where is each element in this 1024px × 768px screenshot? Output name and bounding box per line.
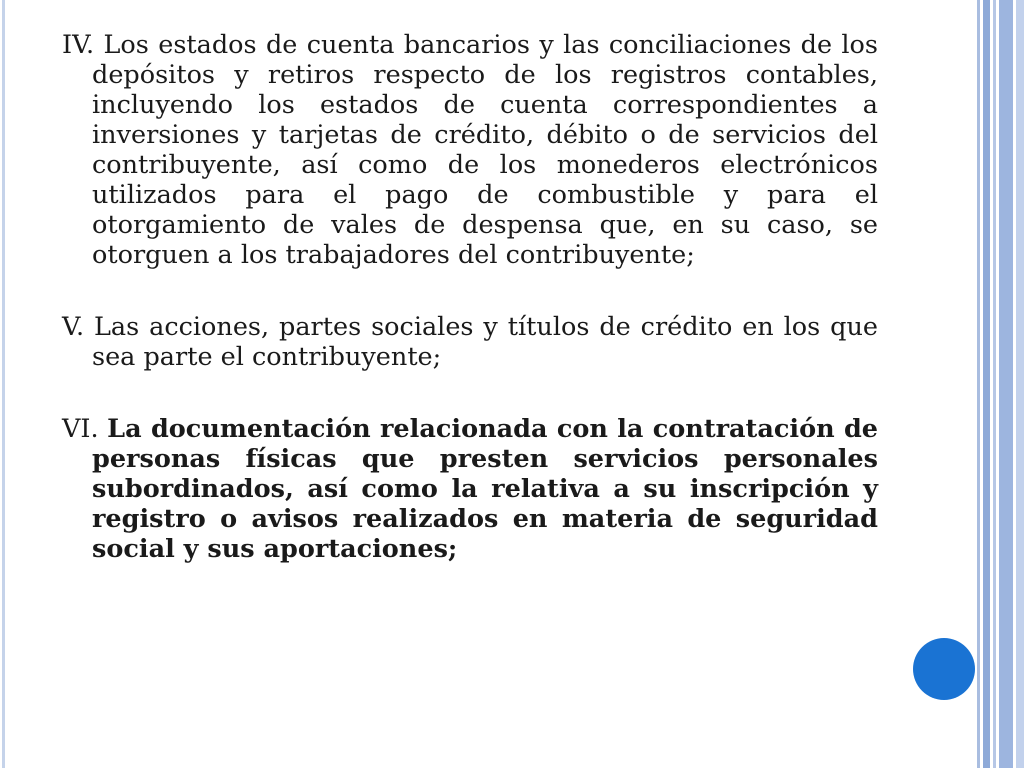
right-stripe-decoration (999, 0, 1013, 768)
paragraph-numeral: IV. (62, 30, 95, 60)
paragraph-numeral: VI. (62, 414, 99, 444)
paragraph-vi (62, 414, 878, 564)
right-stripe-decoration (983, 0, 990, 768)
slide-body (62, 30, 878, 606)
paragraph-text: La documentación relacionada con la contratación de personas físicas que presten servicios personales subordinados, así como la relativa a su inscripción y registro o avisos realizados en materia de seguridad social y sus aportaciones; (92, 414, 879, 564)
paragraph-text: Las acciones, partes sociales y títulos de crédito en los que sea parte el contribuyente; (92, 312, 878, 372)
paragraph-v (62, 312, 878, 372)
left-border-decoration (2, 0, 5, 768)
paragraph-numeral: V. (62, 312, 85, 342)
right-stripe-decoration (977, 0, 980, 768)
right-stripe-decoration (993, 0, 996, 768)
circle-decoration-icon (913, 638, 975, 700)
right-stripe-decoration (1016, 0, 1024, 768)
paragraph-text: Los estados de cuenta bancarios y las conciliaciones de los depósitos y retiros respecto de los registros contables, incluyendo los estados de cuenta correspondientes a inversiones y tarjetas de crédito, débito o de servicios del contribuyente, así como de los monederos electrónicos utilizados para el pago de combustible y para el otorgamiento de vales de despensa que, en su caso, se otorguen a los trabajadores del contribuyente; (92, 30, 878, 270)
paragraph-iv (62, 30, 878, 270)
